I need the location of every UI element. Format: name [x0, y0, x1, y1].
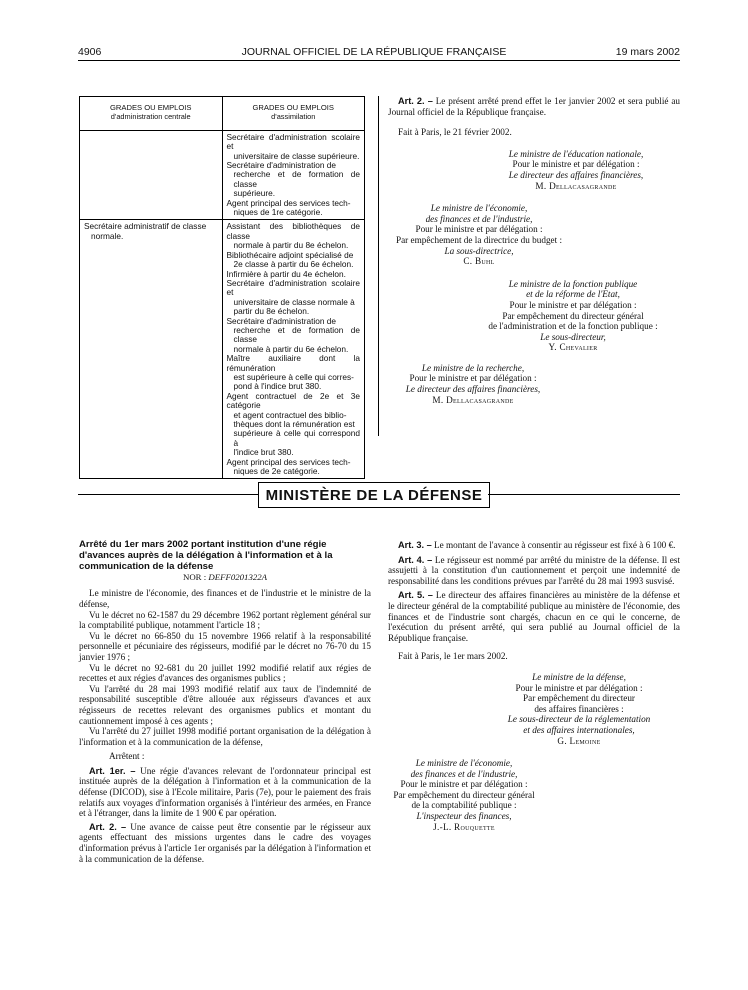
- arrete-title: Arrêté du 1er mars 2002 portant institution d'une régie d'avances auprès de la délégation à l'information et à la communication de la défense: [79, 539, 333, 572]
- journal-title: JOURNAL OFFICIEL DE LA RÉPUBLIQUE FRANÇAISE: [241, 46, 507, 58]
- article-2: Art. 2. – Une avance de caisse peut être consentie par le régisseur aux agents effectuant des missions urgentes dans le cadre des voyages d'information prévus à l'article 1er organisés par la délégation à l'information et à la communication de la défense.: [79, 821, 371, 864]
- arrete-right-column: [388, 540, 680, 832]
- table-row: [80, 130, 365, 220]
- arrete-left-column: [79, 540, 371, 864]
- col1-header: GRADES OU EMPLOIS d'administration centrale: [80, 97, 223, 131]
- fait-a-paris: Fait à Paris, le 1er mars 2002.: [398, 651, 508, 662]
- signature-education: Le ministre de l'éducation nationale, Pour le ministre et par délégation : Le directeur des affaires financières, M. Dellacasagrande: [508, 148, 644, 191]
- visa-paragraph: Vu le décret no 66-850 du 15 novembre 1966 relatif à la responsabilité personnelle et pécuniaire des régisseurs, modifié par le décret no 76-70 du 15 janvier 1976 ;: [79, 630, 371, 662]
- column-separator: [378, 96, 379, 436]
- visa-paragraph: Le ministre de l'économie, des finances et de l'industrie et le ministre de la défense,: [79, 588, 371, 609]
- signature-economie: Le ministre de l'économie, des finances et de l'industrie, Pour le ministre et par délégation : Par empêchement de la directrice du budget : La sous-directrice, C. Buhl: [395, 203, 563, 267]
- article-5: Art. 5. – Le directeur des affaires financières au ministère de la défense et le directeur général de la comptabilité publique au ministère de l'économie, des finances et de l'industrie sont chargés, chacun en ce qui le concerne, de l'exécution du présent arrêté, qui sera publié au Journal officiel de la République française.: [388, 590, 680, 643]
- col2-header: GRADES OU EMPLOIS d'assimilation: [222, 97, 365, 131]
- signature-defense: Le ministre de la défense, Pour le ministre et par délégation : Par empêchement du directeur des affaires financières : Le sous-directeur de la réglementation et des affaires internationales, G. Lemoine: [507, 671, 651, 746]
- signature-recherche: Le ministre de la recherche, Pour le ministre et par délégation : Le directeur des affaires financières, M. Dellacasagrande: [405, 362, 541, 405]
- ministry-heading: MINISTÈRE DE LA DÉFENSE: [258, 482, 490, 508]
- visa-paragraph: Vu le décret no 92-681 du 20 juillet 1992 modifié relatif aux régies de recettes et aux régies d'avances des organismes publics ;: [79, 662, 371, 684]
- table-row: [80, 220, 365, 479]
- table-cell: Assistant des bibliothèques de classe normale à partir du 8e échelon. Bibliothécaire adjoint spécialisé de 2e classe à partir du 6e échelon. Infirmière à partir du 4e échelon. Secrétaire d'administration scolaire et universitaire de classe normale à partir du 8e échelon. Secrétaire d'administration de recherche et de formation de classe normale à partir du 6e échelon. Maître auxiliaire dont la rémunération est supérieure à celle qui corres- pond à l'indice brut 380. Agent contractuel de 2e et 3e catégorie et agent contractuel des biblio- thèques dont la rémunération est supérieure à celle qui correspond à l'indice brut 380. Agent principal des services tech- niques de 2e catégorie.: [222, 220, 365, 479]
- signature-comptabilite: Le ministre de l'économie, des finances et de l'industrie, Pour le ministre et par délégation : Par empêchement du directeur général de la comptabilité publique : L'inspecteur des finances, J.-L. Rouquette: [393, 758, 535, 832]
- header-rule: [78, 60, 680, 61]
- grades-table: [79, 96, 365, 479]
- heading-rule-left: [78, 494, 258, 495]
- table-cell: Secrétaire administratif de classe normale.: [80, 220, 223, 479]
- article-3: Art. 3. – Le montant de l'avance à consentir au régisseur est fixé à 6 100 €.: [398, 540, 676, 550]
- arretent: Arrêtent :: [109, 751, 145, 762]
- fait-a-paris-top: Fait à Paris, le 21 février 2002.: [398, 127, 512, 138]
- visa-paragraph: Vu le décret no 62-1587 du 29 décembre 1962 portant règlement général sur la comptabilité publique, notamment l'article 18 ;: [79, 609, 371, 631]
- article-4: Art. 4. – Le régisseur est nommé par arrêté du ministre de la défense. Il est assujetti à la constitution d'un cautionnement et perçoit une indemnité de responsabilité dans les conditions prévues par l'arrêté du 28 mai 1993 susvisé.: [388, 554, 681, 586]
- page-number: 4906: [78, 46, 102, 58]
- nor-line: NOR : DEFF0201322A: [182, 572, 268, 583]
- table-cell: [80, 130, 223, 220]
- article-1: Art. 1er. – Une régie d'avances relevant de l'ordonnateur principal est instituée auprès de la délégation à l'information et à la communication de la défense (DICOD), sise à l'Ecole militaire, Paris (7e), pour le paiement des frais relatifs aux voyages d'information organisés à l'intérieur des armées, en France et à l'étranger, dans la limite de 1 900 € par opération.: [79, 765, 371, 819]
- heading-rule-right: [488, 494, 680, 495]
- table-cell: Secrétaire d'administration scolaire et universitaire de classe supérieure. Secrétaire d'administration de recherche et de formation de classe supérieure. Agent principal des services tech- niques de 1re catégorie.: [222, 130, 365, 220]
- visa-paragraph: Vu l'arrêté du 28 mai 1993 modifié relatif aux taux de l'indemnité de responsabilité susceptible d'être allouée aux régisseurs d'avances et aux régisseurs de recettes relevant des organismes publics et montant du cautionnement imposé à ces agents ;: [79, 683, 371, 726]
- issue-date: 19 mars 2002: [615, 46, 680, 58]
- visa-paragraph: Vu l'arrêté du 27 juillet 1998 modifié portant organisation de la délégation à l'information et à la communication de la défense,: [79, 726, 371, 747]
- top-right-column: [388, 96, 680, 405]
- article-2-top: Art. 2. – Le présent arrêté prend effet le 1er janvier 2002 et sera publié au Journal officiel de la République française.: [388, 96, 680, 117]
- signature-fonction-publique: Le ministre de la fonction publique et de la réforme de l'Etat, Pour le ministre et par délégation : Par empêchement du directeur général de l'administration et de la fonction publique : Le sous-directeur, Y. Chevalier: [488, 278, 658, 353]
